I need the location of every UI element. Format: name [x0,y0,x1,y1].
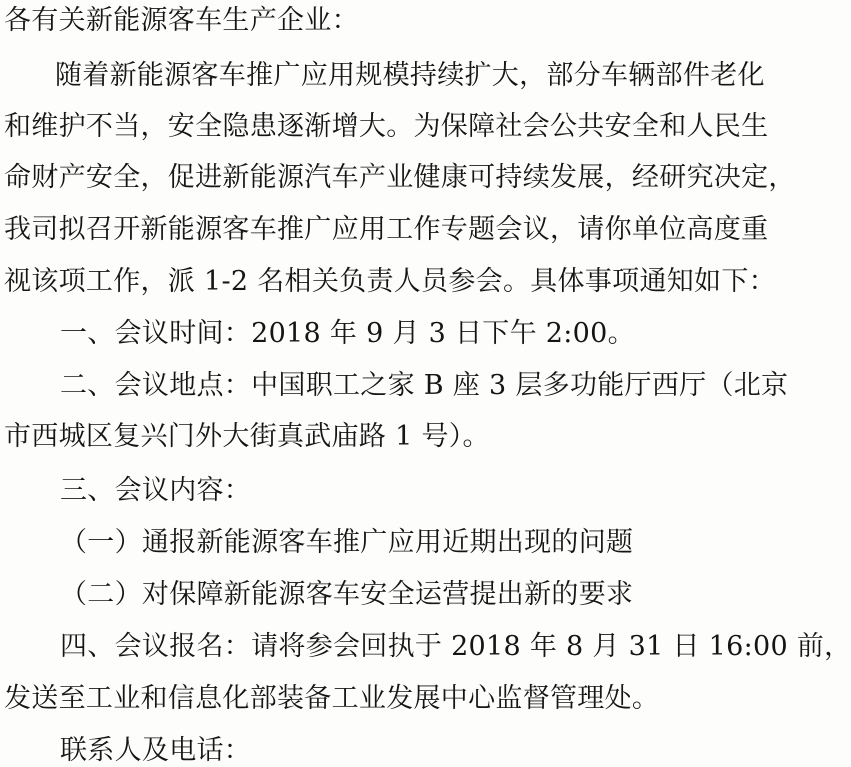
meeting-registration-line1: 四、会议报名：请将参会回执于 2018 年 8 月 31 日 16:00 前， [60,631,851,662]
meeting-registration-line2: 发送至工业和信息化部装备工业发展中心监督管理处。 [4,683,660,714]
paragraph1-line1: 随着新能源客车推广应用规模持续扩大，部分车辆部件老化 [55,60,765,91]
paragraph1-line5: 视该项工作，派 1-2 名相关负责人员参会。具体事项通知如下： [4,266,776,297]
meeting-content-item1: （一）通报新能源客车推广应用近期出现的问题 [60,527,634,558]
paragraph1-line2: 和维护不当，安全隐患逐渐增大。为保障社会公共安全和人民生 [4,111,769,142]
contact-label: 联系人及电话： [60,735,252,766]
meeting-location-line1: 二、会议地点：中国职工之家 B 座 3 层多功能厅西厅（北京 [60,370,789,401]
meeting-content-item2: （二）对保障新能源客车安全运营提出新的要求 [60,579,634,610]
meeting-content-heading: 三、会议内容： [60,475,252,506]
paragraph1-line3: 命财产安全，促进新能源汽车产业健康可持续发展，经研究决定， [4,162,796,193]
paragraph1-line4: 我司拟召开新能源客车推广应用工作专题会议，请你单位高度重 [4,214,769,245]
meeting-location-line2: 市西城区复兴门外大街真武庙路 1 号）。 [4,421,490,452]
meeting-time: 一、会议时间：2018 年 9 月 3 日下午 2:00。 [60,318,635,349]
salutation: 各有关新能源客车生产企业： [4,5,359,36]
